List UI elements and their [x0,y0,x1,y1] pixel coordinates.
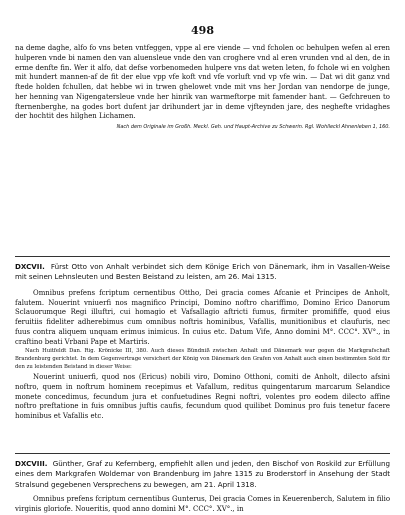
section-2 [15,262,390,422]
charter-text: Nouerint uniuerfi, quod nos (Ericus) nobili viro, Domino Otthoni, comiti de Anholt, dilecto afsini noftro, quem in noftrum hominem recepimus et Vafallum, reditus quingentarum marcarum Selandice monete concedimus, fecundum jura et confuetudines Regni noftri, volentes pro eodem dilecto affine noftro preftatione in fuis omnibus juftis caufis, fecundum quod quilibet Dominus pro fuis tenetur facere hominibus et Vafallis etc. [15,373,390,421]
editorial-note: Nach Huitfeldt Dan. Rig. Krönicke III, 380. Auch dieses Bündniß zwischen Anhalt und Dänemark war gegen die Markgrafschaft Brandenburg gerichtet. In dem Gegenvertrage versichert der König von Dänemark den Grafen von Anhalt auch einen bestimmten Sold für den zu leistenden Beistand in dieser Weise: [15,348,390,371]
charter-text: na deme daghe, alfo fo vns beten vntfeggen, vppe al ere viende — vnd fcholen oc behulpen wefen al eren hulperen vnde bi namen den van aluensleue vnde den van croghere vnd al eren vrunden vnd al den, de in erme denfte fin. Wer it alfo, dat defse vorbenomeden hulpere vns dat weten leten, fo fchole wi en volghen mit hundert mannen-af de fit der elue vpp vfe koft vnd vfe vorluft vnd vp vfe win. — Dat wi dit ganz vnd ftede holden fchullen, dat hebbe wi in trwen ghelowet vnde mit vns her Jordan van nendorpe de junge, her henning van Nigengatersleue vnde her hinrik van warmeftorpe mit famender hant. — Gefchreuen to fternenberghe, na godes bort dufent jar drihundert jar in deme vjfteynden jare, des neghefte vridaghes der hochtit des hilghen Lichamen. [15,44,390,121]
source-note: Nach dem Originale im Großh. Meckl. Geh. und Haupt-Archive zu Schwerin. Rgl. Wohlleckl Ahnenleben 1, 160. [116,124,390,130]
heading-text: Fürst Otto von Anhalt verbindet sich dem Könige Erich von Dänemark, ihm in Vasallen-Weise mit seinen Lehnsleuten und Besten Beistand zu leisten, am 26. Mai 1315. [15,262,390,282]
heading-number: DXCVII. [15,262,45,271]
divider [15,453,390,454]
heading-text: Günther, Graf zu Kefernberg, empfiehlt allen und jeden, den Bischof von Roskild zur Erfüllung eines dem Markgrafen Woldemar von Brandenburg im Jahre 1315 zu Broderstorf in Ansehung der Stadt Stralsund gegebenen Versprechens zu bewegen, am 21. April 1318. [15,459,390,489]
section-3 [15,459,390,515]
charter-text: Omnibus prefens fcriptum cernentibus Ottho, Dei gracia comes Afcanie et Principes de Anholt, falutem. Nouerint vniuerfi nos magnifico Principi, Domino noftro chariffimo, Domino Erico Danorum Sclauorumque Regi illuftri, cui homagio et Vafsallagio aftricti fumus, firmiter promififfe, quod eius feruitiis fideliter adherebimus cum omnibus noftris hominibus, Vafallis, munitionibus et claufuris, nec fuus contra aliquem unquam erimus inimicus. In cuius etc. Datum Vife, Anno domini M°. CCC°. XV°., in craftino beati Vrbani Pape et Martiris. [15,288,390,346]
heading-number: DXCVIII. [15,459,48,468]
section-heading [15,262,390,283]
section-heading [15,459,390,490]
divider [15,256,390,257]
section-1 [15,44,390,131]
charter-text: Omnibus prefens fcriptum cernentibus Gunterus, Dei gracia Comes in Keuerenberch, Salutem in filio virginis gloriofe. Noueritis, quod anno domini M°. CCC°. XV°., in [15,495,390,513]
page-number: 498 [191,24,214,37]
